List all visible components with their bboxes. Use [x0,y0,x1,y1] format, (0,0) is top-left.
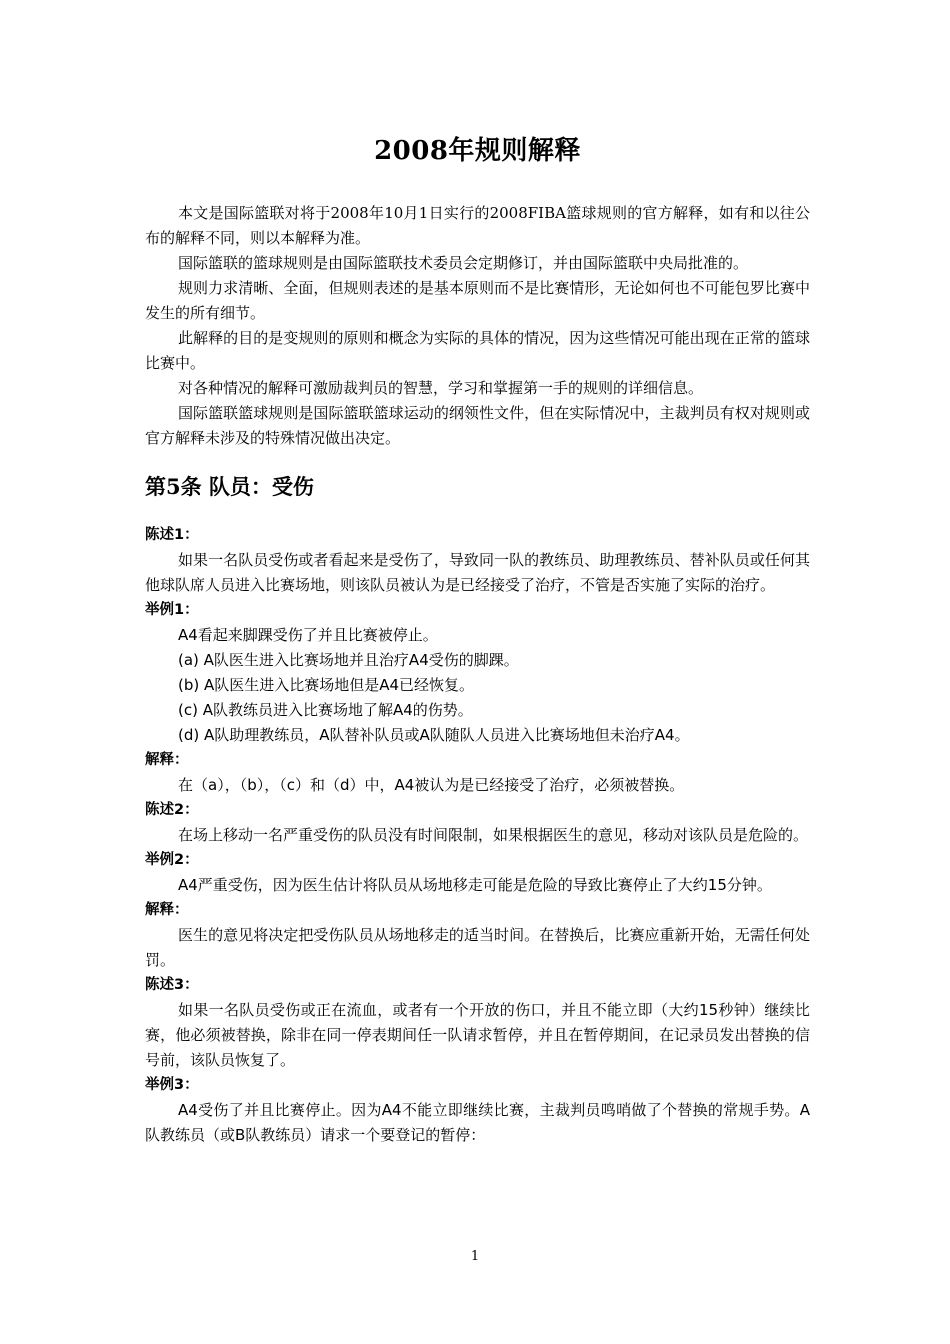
interpretation-text: 医生的意见将决定把受伤队员从场地移走的适当时间。在替换后，比赛应重新开始，无需任何处罚。 [145,926,810,969]
example-text: A4看起来脚踝受伤了并且比赛被停止。 [178,626,438,644]
interpretation-text: 在（a），（b），（c）和（d）中，A4被认为是已经接受了治疗，必须被替换。 [178,776,685,794]
page-number: 1 [470,1249,480,1264]
example-option: (a) A队医生进入比赛场地并且治疗A4受伤的脚踝。 [178,651,519,669]
intro-paragraph: 规则力求清晰、全面，但规则表述的是基本原则而不是比赛情形，无论如何也不可能包罗比赛中发生的所有细节。 [145,279,810,322]
intro-paragraph: 此解释的目的是变规则的原则和概念为实际的具体的情况，因为这些情况可能出现在正常的篮球比赛中。 [145,329,810,372]
intro-paragraph: 对各种情况的解释可激励裁判员的智慧，学习和掌握第一手的规则的详细信息。 [178,379,704,397]
statement-text: 如果一名队员受伤或者看起来是受伤了，导致同一队的教练员、助理教练员、替补队员或任何其他球队席人员进入比赛场地，则该队员被认为是已经接受了治疗，不管是否实施了实际的治疗。 [145,551,810,594]
statement-text: 在场上移动一名严重受伤的队员没有时间限制，如果根据医生的意见，移动对该队员是危险的。 [178,826,809,844]
example-label: 举例1： [145,602,199,618]
page-content [145,130,810,1148]
document-title: 2008年规则解释 [374,136,581,166]
intro-section [145,201,810,451]
intro-paragraph: 本文是国际篮联对将于2008年10月1日实行的2008FIBA篮球规则的官方解释，如有和以往公布的解释不同，则以本解释为准。 [145,204,810,247]
intro-paragraph: 国际篮联的篮球规则是由国际篮联技术委员会定期修订，并由国际篮联中央局批准的。 [178,254,749,272]
section-title: 第5条 队员：受伤 [145,474,314,499]
example-text: A4受伤了并且比赛停止。因为A4不能立即继续比赛，主裁判员鸣哨做了个替换的常规手势。A队教练员（或B队教练员）请求一个要登记的暂停： [145,1101,810,1144]
section-body [145,523,810,1148]
example-text: A4严重受伤，因为医生估计将队员从场地移走可能是危险的导致比赛停止了大约15分钟。 [178,876,772,894]
example-label: 举例2： [145,852,199,868]
interpretation-label: 解释： [145,752,189,768]
statement-label: 陈述1： [145,527,199,543]
example-option: (d) A队助理教练员，A队替补队员或A队随队人员进入比赛场地但未治疗A4。 [178,726,690,744]
statement-label: 陈述3： [145,977,199,993]
interpretation-label: 解释： [145,902,189,918]
example-label: 举例3： [145,1077,199,1093]
statement-text: 如果一名队员受伤或正在流血，或者有一个开放的伤口，并且不能立即（大约15秒钟）继续比赛，他必须被替换，除非在同一停表期间任一队请求暂停，并且在暂停期间，在记录员发出替换的信号前，该队员恢复了。 [145,1001,810,1069]
statement-label: 陈述2： [145,802,199,818]
example-option: (c) A队教练员进入比赛场地了解A4的伤势。 [178,701,473,719]
intro-paragraph: 国际篮联篮球规则是国际篮联篮球运动的纲领性文件，但在实际情况中，主裁判员有权对规则或官方解释未涉及的特殊情况做出决定。 [145,404,810,447]
example-option: (b) A队医生进入比赛场地但是A4已经恢复。 [178,676,475,694]
